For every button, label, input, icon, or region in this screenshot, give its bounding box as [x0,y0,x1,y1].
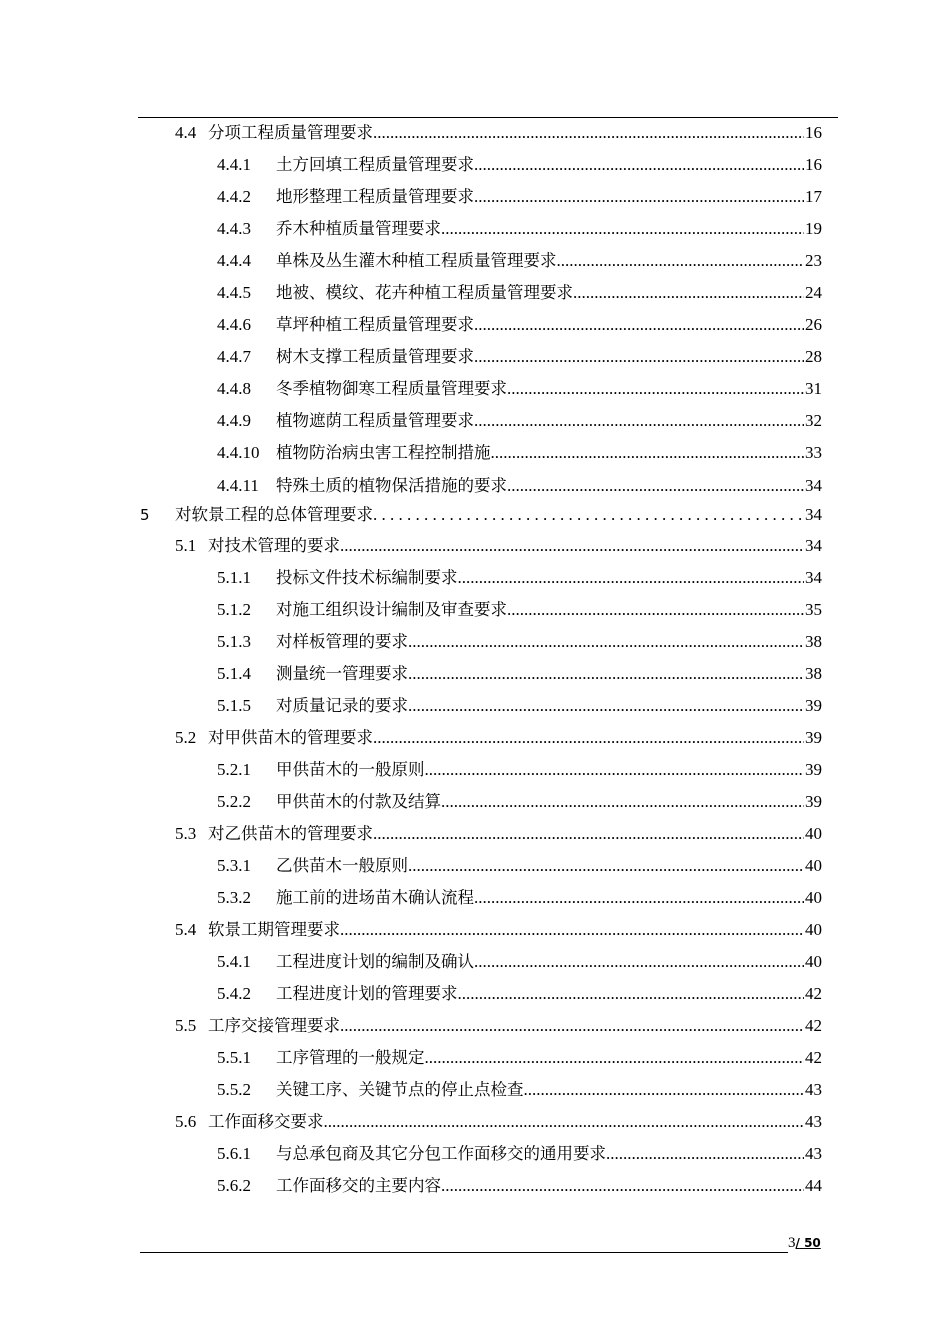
toc-entry-title: 对软景工程的总体管理要求 [175,505,373,524]
toc-entry-page: 39 [805,760,822,779]
toc-entry-page: 34 [805,505,822,524]
toc-entry[interactable] [0,374,950,404]
toc-entry-title: 甲供苗木的付款及结算 [276,792,441,811]
toc-entry-page: 24 [805,283,822,302]
toc-entry-number: 5.4.1 [217,952,251,971]
dot-leader [507,595,804,625]
toc-entry-page: 40 [805,888,822,907]
toc-entry[interactable] [0,150,950,180]
toc-entry-page: 39 [805,728,822,747]
dot-leader [425,755,805,785]
dot-leader [524,1075,805,1105]
toc-entry-title: 草坪种植工程质量管理要求 [276,315,474,334]
dot-leader [373,723,804,753]
toc-entry-title: 对乙供苗木的管理要求 [208,824,373,843]
dot-leader [408,851,804,881]
toc-entry-number: 4.4.2 [217,187,251,206]
dot-leader [373,500,804,530]
toc-entry[interactable] [0,1075,950,1105]
toc-entry-page: 39 [805,792,822,811]
toc-entry-title: 对技术管理的要求 [208,536,340,555]
toc-entry-page: 31 [805,379,822,398]
dot-leader [474,182,804,212]
toc-entry-page: 16 [805,155,822,174]
toc-entry-number: 4.4.7 [217,347,251,366]
toc-entry-number: 5.5.1 [217,1048,251,1067]
toc-entry[interactable] [0,214,950,244]
dot-leader [441,1171,804,1201]
toc-entry[interactable] [0,531,950,561]
toc-entry[interactable] [0,1171,950,1201]
toc-entry[interactable] [0,595,950,625]
toc-entry-number: 4.4.9 [217,411,251,430]
dot-leader [340,1011,804,1041]
toc-entry-number: 4.4.8 [217,379,251,398]
dot-leader [441,787,804,817]
toc-entry[interactable] [0,723,950,753]
page-number [788,1235,821,1252]
toc-entry-number: 4.4.1 [217,155,251,174]
toc-entry-title: 分项工程质量管理要求 [208,123,373,142]
toc-entry-page: 44 [805,1176,822,1195]
dot-leader [474,150,804,180]
toc-entry-page: 40 [805,824,822,843]
toc-entry-title: 工程进度计划的编制及确认 [276,952,474,971]
toc-entry[interactable] [0,246,950,276]
toc-entry-number: 4.4.4 [217,251,251,270]
dot-leader [458,563,805,593]
toc-entry[interactable] [0,118,950,148]
toc-entry-number: 5.1.3 [217,632,251,651]
toc-entry[interactable] [0,342,950,372]
toc-entry[interactable] [0,1139,950,1169]
toc-entry[interactable] [0,1107,950,1137]
toc-entry-title: 对样板管理的要求 [276,632,408,651]
dot-leader [373,118,804,148]
toc-entry-number: 5.6.2 [217,1176,251,1195]
toc-entry-title: 投标文件技术标编制要求 [276,568,458,587]
toc-entry-number: 5.4 [175,920,197,939]
toc-entry-title: 与总承包商及其它分包工作面移交的通用要求 [276,1144,606,1163]
toc-entry[interactable] [0,278,950,308]
toc-entry-page: 42 [805,1048,822,1067]
footer-rule [140,1252,788,1253]
page-separator: / [795,1236,800,1250]
toc-entry-number: 5 [140,506,150,524]
toc-entry-title: 工作面移交要求 [208,1112,324,1131]
toc-entry-title: 冬季植物御寒工程质量管理要求 [276,379,507,398]
toc-entry-title: 土方回填工程质量管理要求 [276,155,474,174]
toc-entry-title: 植物防治病虫害工程控制措施 [276,443,491,462]
dot-leader [557,246,805,276]
toc-entry-number: 5.6 [175,1112,197,1131]
dot-leader [340,531,804,561]
toc-entry[interactable] [0,182,950,212]
toc-entry-page: 34 [805,568,822,587]
dot-leader [474,342,804,372]
toc-entry-title: 工程进度计划的管理要求 [276,984,458,1003]
toc-entry-number: 4.4.3 [217,219,251,238]
toc-entry-number: 5.3.2 [217,888,251,907]
toc-entry-title: 对质量记录的要求 [276,696,408,715]
toc-entry-title: 植物遮荫工程质量管理要求 [276,411,474,430]
toc-entry-title: 特殊土质的植物保活措施的要求 [276,476,507,495]
total-pages: 50 [804,1236,821,1250]
toc-entry-title: 软景工期管理要求 [208,920,340,939]
dot-leader [474,947,804,977]
toc-entry[interactable] [0,851,950,881]
dot-leader [474,883,804,913]
dot-leader [573,278,804,308]
toc-entry-page: 43 [805,1080,822,1099]
toc-entry-number: 5.5.2 [217,1080,251,1099]
toc-entry-number: 4.4.11 [217,476,259,495]
toc-entry-title: 测量统一管理要求 [276,664,408,683]
toc-entry-page: 19 [805,219,822,238]
dot-leader [507,471,804,501]
toc-entry[interactable] [0,659,950,689]
toc-entry[interactable] [0,915,950,945]
toc-entry-title: 地被、模纹、花卉种植工程质量管理要求 [276,283,573,302]
toc-entry-page: 40 [805,856,822,875]
toc-entry[interactable] [0,438,950,468]
toc-entry-page: 34 [805,536,822,555]
toc-entry-number: 4.4.10 [217,443,260,462]
dot-leader [491,438,805,468]
toc-entry-number: 4.4.6 [217,315,251,334]
dot-leader [340,915,804,945]
toc-entry-page: 43 [805,1112,822,1131]
toc-entry-number: 5.2.2 [217,792,251,811]
toc-entry-number: 5.5 [175,1016,197,1035]
dot-leader [474,310,804,340]
toc-entry-title: 施工前的进场苗木确认流程 [276,888,474,907]
toc-entry-title: 单株及丛生灌木种植工程质量管理要求 [276,251,557,270]
toc-entry-number: 5.1.4 [217,664,251,683]
toc-entry-page: 23 [805,251,822,270]
toc-entry-page: 16 [805,123,822,142]
toc-entry-title: 关键工序、关键节点的停止点检查 [276,1080,524,1099]
toc-entry-title: 乙供苗木一般原则 [276,856,408,875]
dot-leader [606,1139,804,1169]
toc-entry-number: 4.4.5 [217,283,251,302]
toc-entry[interactable] [0,755,950,785]
toc-entry-page: 38 [805,632,822,651]
toc-entry-page: 26 [805,315,822,334]
toc-entry-page: 38 [805,664,822,683]
toc-entry-page: 33 [805,443,822,462]
toc-entry-page: 42 [805,984,822,1003]
toc-entry-title: 甲供苗木的一般原则 [276,760,425,779]
toc-entry-number: 5.3 [175,824,197,843]
toc-entry-number: 4.4 [175,123,197,142]
toc-entry[interactable] [0,787,950,817]
toc-entry-number: 5.2 [175,728,197,747]
toc-entry-title: 工作面移交的主要内容 [276,1176,441,1195]
dot-leader [373,819,804,849]
dot-leader [408,659,804,689]
toc-entry-title: 对施工组织设计编制及审查要求 [276,600,507,619]
toc-entry-title: 乔木种植质量管理要求 [276,219,441,238]
toc-entry-number: 5.4.2 [217,984,251,1003]
toc-entry-number: 5.2.1 [217,760,251,779]
toc-entry-page: 42 [805,1016,822,1035]
toc-entry[interactable] [0,471,950,501]
toc-entry-title: 树木支撑工程质量管理要求 [276,347,474,366]
toc-entry[interactable] [0,500,950,530]
dot-leader [408,691,804,721]
dot-leader [324,1107,805,1137]
toc-entry[interactable] [0,691,950,721]
current-page: 3 [788,1235,796,1251]
toc-entry[interactable] [0,947,950,977]
toc-entry-page: 40 [805,952,822,971]
toc-entry-title: 工序管理的一般规定 [276,1048,425,1067]
dot-leader [474,406,804,436]
toc-entry-page: 40 [805,920,822,939]
toc-entry-title: 地形整理工程质量管理要求 [276,187,474,206]
dot-leader [425,1043,805,1073]
toc-entry[interactable] [0,406,950,436]
toc-entry[interactable] [0,883,950,913]
toc-entry[interactable] [0,627,950,657]
toc-entry-page: 28 [805,347,822,366]
toc-entry-page: 35 [805,600,822,619]
toc-entry-page: 43 [805,1144,822,1163]
toc-entry[interactable] [0,1043,950,1073]
toc-entry-title: 对甲供苗木的管理要求 [208,728,373,747]
toc-entry-page: 32 [805,411,822,430]
toc-entry-title: 工序交接管理要求 [208,1016,340,1035]
toc-entry-number: 5.6.1 [217,1144,251,1163]
toc-entry-number: 5.1.5 [217,696,251,715]
toc-entry-number: 5.1.2 [217,600,251,619]
toc-entry[interactable] [0,563,950,593]
dot-leader [507,374,804,404]
dot-leader [441,214,804,244]
toc-entry-number: 5.3.1 [217,856,251,875]
toc-entry-page: 34 [805,476,822,495]
toc-entry-number: 5.1.1 [217,568,251,587]
toc-entry[interactable] [0,310,950,340]
dot-leader [458,979,805,1009]
dot-leader [408,627,804,657]
toc-entry-page: 39 [805,696,822,715]
toc-entry-page: 17 [805,187,822,206]
toc-entry[interactable] [0,1011,950,1041]
toc-entry-number: 5.1 [175,536,197,555]
toc-entry[interactable] [0,819,950,849]
toc-entry[interactable] [0,979,950,1009]
